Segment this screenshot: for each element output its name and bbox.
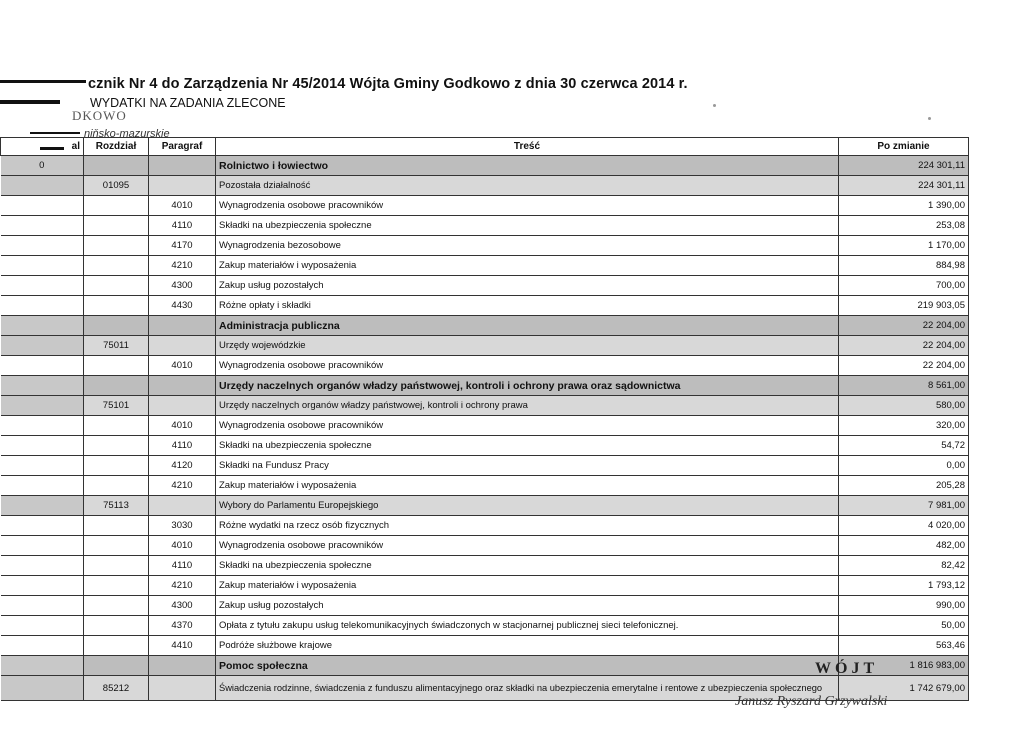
tresc-cell: Wynagrodzenia osobowe pracowników [216,536,839,556]
table-row [1,396,969,416]
paragraf-cell: 4010 [149,356,216,376]
paragraf-cell [149,376,216,396]
rozdzial-cell [84,596,149,616]
table-row [1,476,969,496]
paragraf-cell [149,176,216,196]
tresc-cell: Składki na ubezpieczenia społeczne [216,556,839,576]
paragraf-cell: 4120 [149,456,216,476]
dzial-cell [1,536,84,556]
paragraf-cell [149,396,216,416]
signature-title: WÓJT [815,660,879,677]
table-row [1,576,969,596]
table-row [1,256,969,276]
kwota-cell: 50,00 [839,616,969,636]
table-row [1,596,969,616]
dzial-cell [1,556,84,576]
paragraf-cell: 4210 [149,256,216,276]
kwota-cell: 1 793,12 [839,576,969,596]
tresc-cell: Rolnictwo i łowiectwo [216,156,839,176]
tresc-cell: Administracja publiczna [216,316,839,336]
table-row [1,516,969,536]
tresc-cell: Wynagrodzenia bezosobowe [216,236,839,256]
kwota-cell: 4 020,00 [839,516,969,536]
dzial-cell [1,376,84,396]
tresc-cell: Pomoc społeczna [216,656,839,676]
dzial-cell [1,416,84,436]
kwota-cell: 205,28 [839,476,969,496]
rozdzial-cell [84,436,149,456]
paragraf-cell: 4110 [149,436,216,456]
table-row [1,556,969,576]
kwota-cell: 1 816 983,00 [839,656,969,676]
tresc-cell: Wybory do Parlamentu Europejskiego [216,496,839,516]
tresc-cell: Wynagrodzenia osobowe pracowników [216,356,839,376]
dzial-cell [1,276,84,296]
table-row [1,436,969,456]
rozdzial-cell [84,456,149,476]
kwota-cell: 990,00 [839,596,969,616]
tresc-cell: Składki na Fundusz Pracy [216,456,839,476]
kwota-cell: 22 204,00 [839,356,969,376]
paragraf-cell: 4370 [149,616,216,636]
table-row [1,276,969,296]
column-header-kwota: Po zmianie [839,138,969,156]
kwota-cell: 224 301,11 [839,156,969,176]
scan-speck [713,104,716,107]
tresc-cell: Składki na ubezpieczenia społeczne [216,216,839,236]
kwota-cell: 253,08 [839,216,969,236]
dzial-cell [1,196,84,216]
column-header-paragraf: Paragraf [149,138,216,156]
kwota-cell: 1 170,00 [839,236,969,256]
column-header-dzial: al [1,138,84,156]
tresc-cell: Zakup usług pozostałych [216,596,839,616]
dzial-cell [1,576,84,596]
table-row [1,636,969,656]
rozdzial-cell [84,476,149,496]
paragraf-cell [149,316,216,336]
column-header-tresc: Treść [216,138,839,156]
scan-speck [928,117,931,120]
paragraf-cell: 4410 [149,636,216,656]
tresc-cell: Urzędy naczelnych organów władzy państwowej, kontroli i ochrony prawa oraz sądownictwa [216,376,839,396]
dzial-cell: 0 [1,156,84,176]
tresc-cell: Różne opłaty i składki [216,296,839,316]
column-header-rozdzial: Rozdział [84,138,149,156]
paragraf-cell: 4010 [149,416,216,436]
tresc-cell: Wynagrodzenia osobowe pracowników [216,196,839,216]
tresc-cell: Zakup materiałów i wyposażenia [216,576,839,596]
paragraf-cell: 4300 [149,596,216,616]
dzial-cell [1,596,84,616]
dzial-cell [1,296,84,316]
rozdzial-cell [84,276,149,296]
paragraf-cell: 3030 [149,516,216,536]
table-row [1,376,969,396]
kwota-cell: 22 204,00 [839,336,969,356]
scan-artifact-bar [0,80,86,83]
kwota-cell: 1 742 679,00 [839,676,969,701]
rozdzial-cell [84,636,149,656]
scan-artifact-bar [30,132,80,134]
paragraf-cell [149,496,216,516]
paragraf-cell [149,156,216,176]
dzial-cell [1,216,84,236]
table-row [1,156,969,176]
rozdzial-cell [84,576,149,596]
dzial-cell [1,676,84,701]
rozdzial-cell [84,516,149,536]
dzial-cell [1,516,84,536]
kwota-cell: 482,00 [839,536,969,556]
kwota-cell: 224 301,11 [839,176,969,196]
tresc-cell: Zakup usług pozostałych [216,276,839,296]
dzial-cell [1,176,84,196]
paragraf-cell: 4010 [149,536,216,556]
kwota-cell: 884,98 [839,256,969,276]
paragraf-cell: 4110 [149,556,216,576]
kwota-cell: 8 561,00 [839,376,969,396]
tresc-cell: Różne wydatki na rzecz osób fizycznych [216,516,839,536]
rozdzial-cell [84,536,149,556]
table-header-row [1,138,969,156]
rozdzial-cell [84,376,149,396]
dzial-cell [1,436,84,456]
rozdzial-cell [84,296,149,316]
table-row [1,316,969,336]
dzial-cell [1,496,84,516]
table-row [1,496,969,516]
paragraf-cell: 4210 [149,576,216,596]
dzial-cell [1,396,84,416]
dzial-cell [1,616,84,636]
kwota-cell: 580,00 [839,396,969,416]
rozdzial-cell [84,236,149,256]
tresc-cell: Urzędy naczelnych organów władzy państwowej, kontroli i ochrony prawa [216,396,839,416]
rozdzial-cell [84,556,149,576]
rozdzial-cell [84,656,149,676]
paragraf-cell [149,676,216,701]
dzial-cell [1,336,84,356]
kwota-cell: 7 981,00 [839,496,969,516]
table-row [1,236,969,256]
tresc-cell: Zakup materiałów i wyposażenia [216,256,839,276]
rozdzial-cell [84,156,149,176]
rozdzial-cell: 75101 [84,396,149,416]
paragraf-cell: 4210 [149,476,216,496]
stamp-text: DKOWO [72,108,127,123]
table-row [1,536,969,556]
rozdzial-cell: 01095 [84,176,149,196]
tresc-cell: Opłata z tytułu zakupu usług telekomunikacyjnych świadczonych w stacjonarnej publicznej sieci telefonicznej. [216,616,839,636]
dzial-cell [1,456,84,476]
table-row [1,416,969,436]
dzial-cell [1,636,84,656]
kwota-cell: 22 204,00 [839,316,969,336]
rozdzial-cell: 75113 [84,496,149,516]
rozdzial-cell [84,416,149,436]
dzial-cell [1,656,84,676]
signature-name: Janusz Ryszard Grzywalski [735,694,888,709]
kwota-cell: 563,46 [839,636,969,656]
kwota-cell: 82,42 [839,556,969,576]
table-row [1,176,969,196]
kwota-cell: 219 903,05 [839,296,969,316]
table-row [1,456,969,476]
page-subtitle: WYDATKI NA ZADANIA ZLECONE [90,96,286,110]
table-row [1,296,969,316]
page-title: cznik Nr 4 do Zarządzenia Nr 45/2014 Wójta Gminy Godkowo z dnia 30 czerwca 2014 r. [88,76,688,92]
table-row [1,196,969,216]
kwota-cell: 1 390,00 [839,196,969,216]
paragraf-cell: 4170 [149,236,216,256]
rozdzial-cell [84,216,149,236]
rozdzial-cell [84,316,149,336]
tresc-cell: Podróże służbowe krajowe [216,636,839,656]
kwota-cell: 0,00 [839,456,969,476]
dzial-cell [1,476,84,496]
kwota-cell: 54,72 [839,436,969,456]
kwota-cell: 320,00 [839,416,969,436]
tresc-cell: Świadczenia rodzinne, świadczenia z funduszu alimentacyjnego oraz składki na ubezpieczenia emerytalne i rentowe z ubezpieczenia społecznego [216,676,839,701]
rozdzial-cell [84,356,149,376]
paragraf-cell [149,336,216,356]
table-row [1,356,969,376]
table-row [1,616,969,636]
kwota-cell: 700,00 [839,276,969,296]
paragraf-cell: 4300 [149,276,216,296]
tresc-cell: Wynagrodzenia osobowe pracowników [216,416,839,436]
dzial-cell [1,256,84,276]
dzial-cell [1,316,84,336]
stamp-region: niňsko-mazurskie [84,128,170,140]
paragraf-cell [149,656,216,676]
rozdzial-cell: 75011 [84,336,149,356]
rozdzial-cell [84,196,149,216]
scan-artifact-bar [0,100,60,104]
rozdzial-cell [84,616,149,636]
dzial-cell [1,236,84,256]
budget-table [0,137,969,701]
tresc-cell: Składki na ubezpieczenia społeczne [216,436,839,456]
table-row [1,336,969,356]
table-row [1,216,969,236]
tresc-cell: Urzędy wojewódzkie [216,336,839,356]
paragraf-cell: 4430 [149,296,216,316]
tresc-cell: Pozostała działalność [216,176,839,196]
dzial-cell [1,356,84,376]
tresc-cell: Zakup materiałów i wyposażenia [216,476,839,496]
rozdzial-cell: 85212 [84,676,149,701]
rozdzial-cell [84,256,149,276]
paragraf-cell: 4010 [149,196,216,216]
paragraf-cell: 4110 [149,216,216,236]
